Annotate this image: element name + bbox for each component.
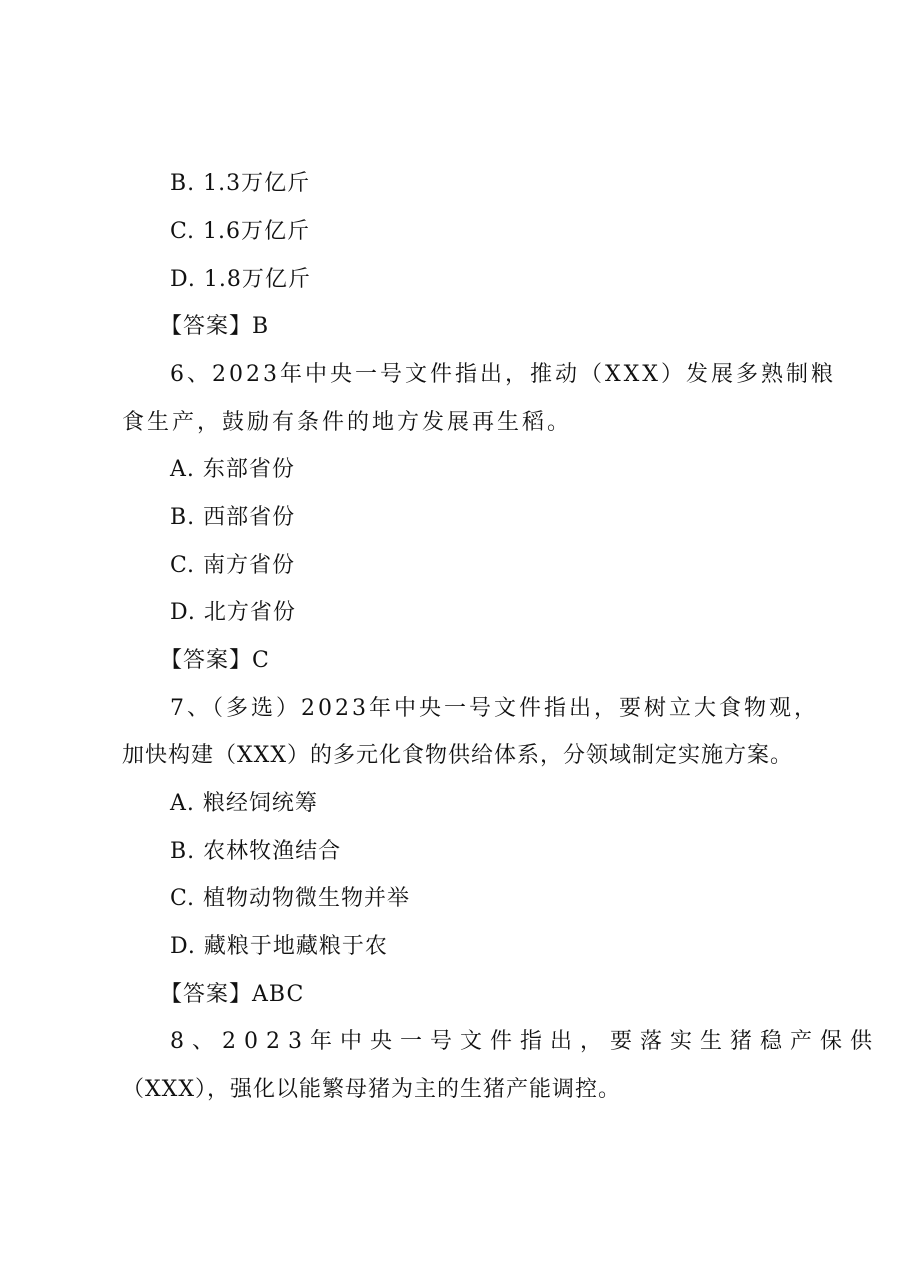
q7-option-d: D. 藏粮于地藏粮于农	[170, 934, 388, 959]
q7-option-c: C. 植物动物微生物并举	[170, 886, 411, 911]
q6-option-b: B. 西部省份	[170, 505, 296, 530]
q7-answer: 【答案】ABC	[160, 982, 305, 1007]
q6-option-c: C. 南方省份	[170, 553, 296, 578]
q6-answer: 【答案】C	[160, 648, 270, 673]
q6-stem-line-1: 6、2023年中央一号文件指出，推动（XXX）发展多熟制粮	[170, 362, 836, 387]
q8-stem-line-2: （XXX），强化以能繁母猪为主的生猪产能调控。	[122, 1077, 621, 1102]
q7-stem-line-1: 7、（多选）2023年中央一号文件指出，要树立大食物观，	[170, 696, 819, 721]
q6-stem-line-2: 食生产，鼓励有条件的地方发展再生稻。	[122, 410, 573, 435]
q5-option-b: B. 1.3万亿斤	[170, 171, 311, 196]
q7-option-a: A. 粮经饲统筹	[170, 791, 318, 816]
q7-option-b: B. 农林牧渔结合	[170, 839, 342, 864]
q6-option-a: A. 东部省份	[170, 457, 295, 482]
q8-stem-line-1: 8、2023年中央一号文件指出，要落实生猪稳产保供	[170, 1029, 880, 1054]
q5-answer: 【答案】B	[160, 314, 270, 339]
q5-option-d: D. 1.8万亿斤	[170, 267, 311, 292]
q5-option-c: C. 1.6万亿斤	[170, 219, 311, 244]
q6-option-d: D. 北方省份	[170, 600, 296, 625]
q7-stem-line-2: 加快构建（XXX）的多元化食物供给体系，分领域制定实施方案。	[122, 743, 793, 768]
